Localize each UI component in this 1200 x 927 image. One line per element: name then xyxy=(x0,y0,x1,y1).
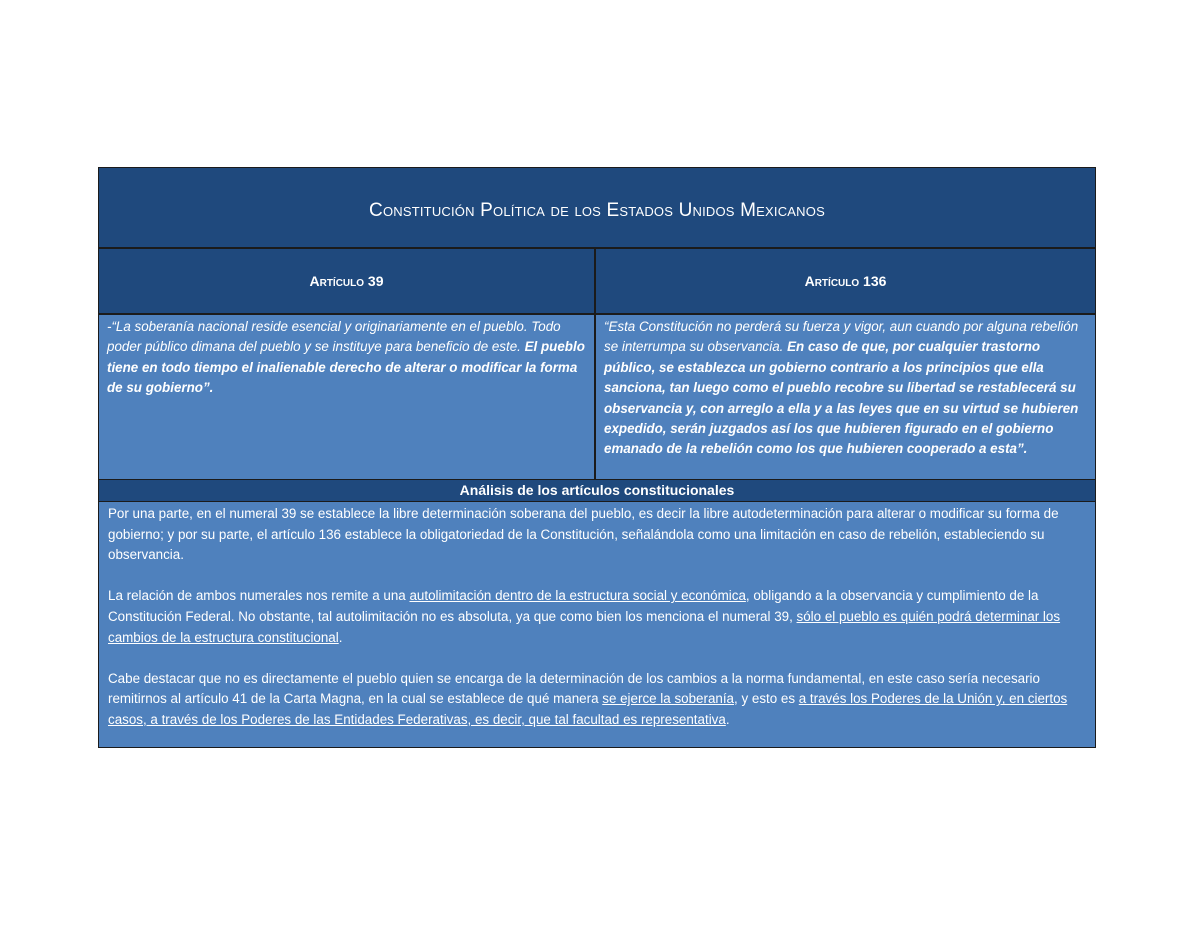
article-header-row xyxy=(99,249,1095,315)
analysis-p2-underline-2: sólo el pueblo es quién podrá determinar los cambios de la estructura constitucional xyxy=(108,608,1061,645)
article-39-header: Artículo 39 xyxy=(99,249,596,313)
analysis-p3-underline-1: se ejerce la soberanía xyxy=(602,691,735,707)
article-39-quote-part1: -“La soberanía nacional reside esencial y originariamente en el pueblo. Todo poder público dimana del pueblo y se instituye para beneficio de este. xyxy=(107,319,561,355)
analysis-header: Análisis de los artículos constitucionales xyxy=(99,480,1095,502)
article-136-quote-part2: En caso de que, por cualquier trastorno público, se establezca un gobierno contrario a los principios que ella sanciona, tan luego como el pueblo recobre su libertad se restablecerá su observancia y, con arreglo a ella y a las leyes que en su virtud se hubieren expedido, serán juzgados así los que hubieren figurado en el gobierno emanado de la rebelión como los que hubieren cooperado a esta”. xyxy=(604,339,1079,457)
article-39-quote xyxy=(99,315,596,479)
analysis-p2-underline-1: autolimitación dentro de la estructura social y económica xyxy=(409,588,746,604)
document-title: Constitución Política de los Estados Unidos Mexicanos xyxy=(369,199,825,221)
article-39-quote-part2: El pueblo tiene en todo tiempo el inalienable derecho de alterar o modificar la forma de su gobierno”. xyxy=(107,339,585,396)
analysis-p2-text-c: . xyxy=(338,629,343,645)
article-136-header: Artículo 136 xyxy=(804,273,887,289)
analysis-paragraph-1: Por una parte, en el numeral 39 se establece la libre determinación soberana del pueblo, es decir la libre autodeterminación para alterar o modificar su forma de gobierno; y por su parte, el artículo 136 establece la obligatoriedad de la Constitución, señalándola como una limitación en caso de rebelión, estableciendo su observancia. xyxy=(108,506,1059,563)
article-136-quote-part1: “Esta Constitución no perderá su fuerza y vigor, aun cuando por alguna rebelión se interrumpa su observancia. xyxy=(604,319,1079,355)
analysis-paragraph-2 xyxy=(108,586,1087,648)
analysis-body xyxy=(99,502,1095,747)
article-136-quote xyxy=(596,315,1095,479)
analysis-p3-text-c: . xyxy=(725,711,730,727)
analysis-p2-text-b: , obligando a la observancia y cumplimiento de la Constitución Federal. No obstante, tal autolimitación no es absoluta, ya que como bien los menciona el numeral 39, xyxy=(108,588,1039,624)
table-title-row xyxy=(99,168,1095,249)
constitution-table xyxy=(98,167,1096,748)
analysis-p2-text-a: La relación de ambos numerales nos remite a una xyxy=(108,588,410,604)
analysis-p3-text-a: Cabe destacar que no es directamente el pueblo quien se encarga de la determinación de los cambios a la norma fundamental, en este caso sería necesario remitirnos al artículo 41 de la Carta Magna, en la cual se establece de qué manera xyxy=(108,670,1040,707)
analysis-p3-text-b: , y esto es xyxy=(734,691,799,707)
analysis-paragraph-3 xyxy=(108,669,1087,731)
analysis-p3-underline-2: a través los Poderes de la Unión y, en ciertos casos, a través de los Poderes de las Entidades Federativas, es decir, que tal facultad es representativa xyxy=(108,691,1068,727)
article-quote-row xyxy=(99,315,1095,480)
